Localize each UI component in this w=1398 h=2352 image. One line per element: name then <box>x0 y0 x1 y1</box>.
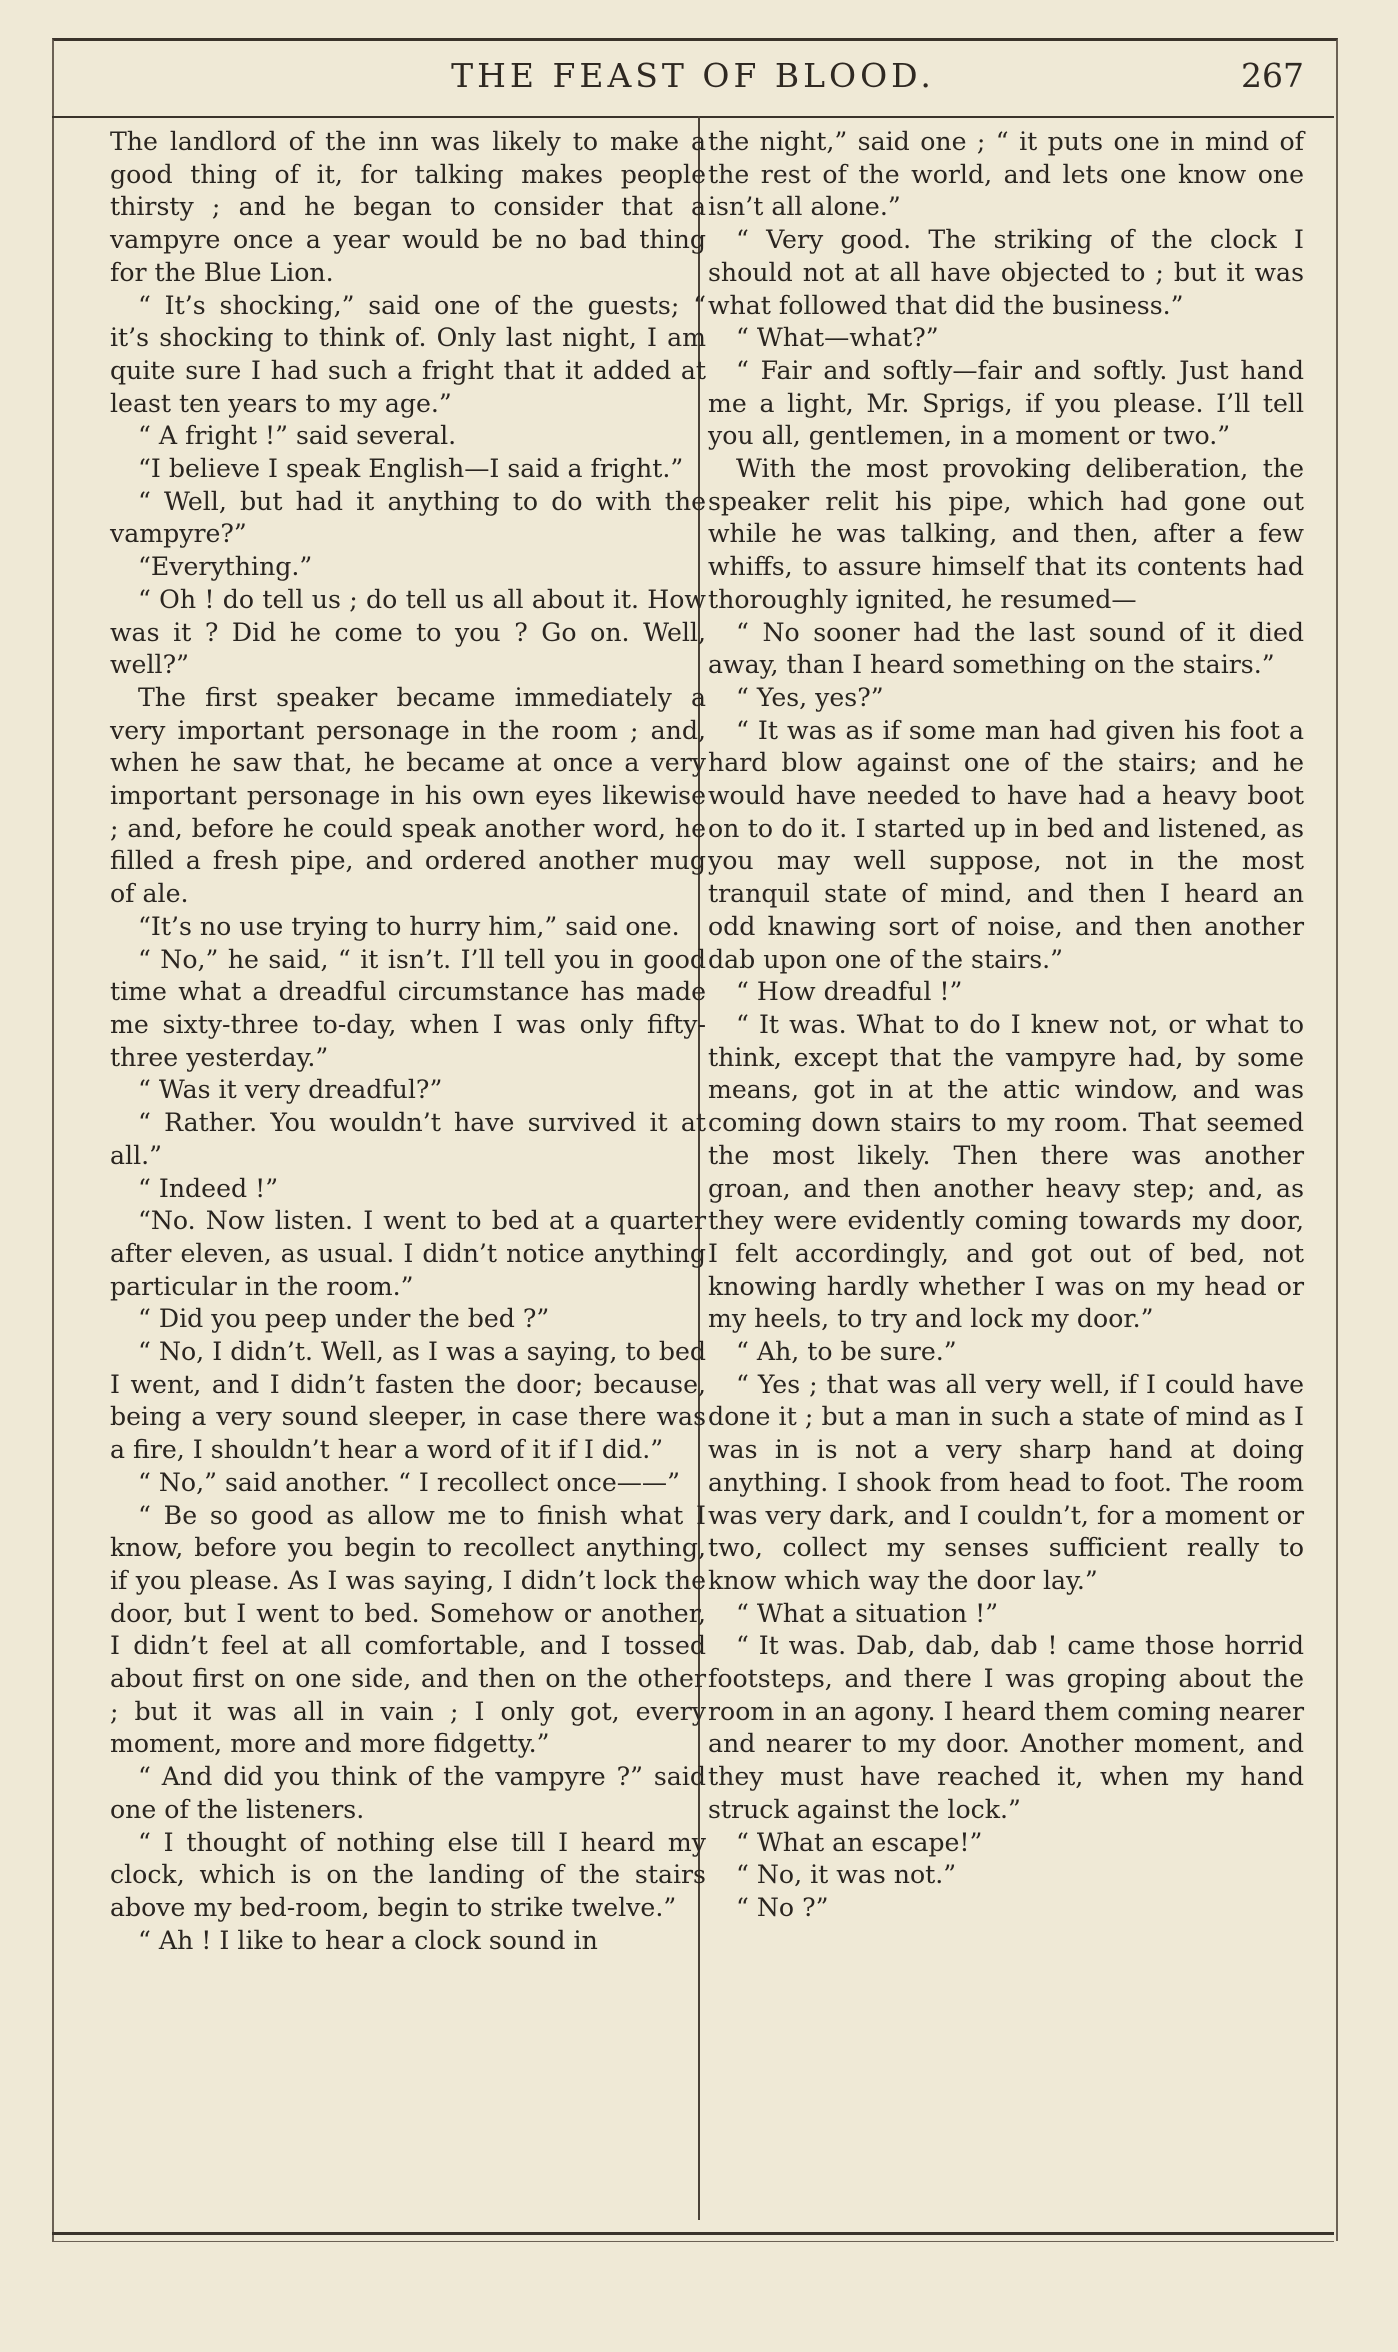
paragraph: “ It was. Dab, dab, dab ! came those horrid footsteps, and there I was groping about the room in an agony. I heard them coming nearer and nearer to my door. Another moment, and they must have reached it, when my hand struck against the lock.” <box>708 1631 1304 1824</box>
paragraph: With the most provoking deliberation, the speaker relit his pipe, which had gone out while he was talking, and then, after a few whiffs, to assure himself that its contents had thoroughly ignited, he resumed— <box>708 454 1304 614</box>
paragraph: “ Oh ! do tell us ; do tell us all about it. How was it ? Did he come to you ? Go on. Well, well?” <box>110 584 706 680</box>
paragraph: “ Yes ; that was all very well, if I could have done it ; but a man in such a state of mind as I was in is not a very sharp hand at doing anything. I shook from head to foot. The room was very dark, and I couldn’t, for a moment or two, collect my senses sufficient really to know which way the door lay.” <box>708 1369 1304 1595</box>
paragraph: “ Be so good as allow me to finish what I know, before you begin to recollect anything, if you please. As I was saying, I didn’t lock the door, but I went to bed. Somehow or another, I didn’t feel at all comfortable, and I tossed about first on one side, and then on the other ; but it was all in vain ; I only got, every moment, more and more fidgetty.” <box>110 1500 706 1759</box>
paragraph: “ No,” he said, “ it isn’t. I’ll tell you in good time what a dreadful circumstance has made me sixty-three to-day, when I was only fifty-three yesterday.” <box>110 944 706 1072</box>
paragraph: “ How dreadful !” <box>736 977 963 1007</box>
paragraph: “ It was. What to do I knew not, or what to think, except that the vampyre had, by some means, got in at the attic window, and was coming down stairs to my room. That seemed the most likely. Then there was another groan, and then another heavy step; and, as they were evidently coming towards my door, I felt accordingly, and got out of bed, not knowing hardly whether I was on my head or my heels, to try and lock my door.” <box>708 1009 1304 1334</box>
paragraph: “No. Now listen. I went to bed at a quarter after eleven, as usual. I didn’t notice anything particular in the room.” <box>110 1206 706 1301</box>
running-head: THE FEAST OF BLOOD. <box>451 56 935 95</box>
paragraph: “ Yes, yes?” <box>736 682 884 712</box>
paragraph: “ Ah, to be sure.” <box>736 1337 957 1367</box>
paragraph: “ Fair and softly—fair and softly. Just hand me a light, Mr. Sprigs, if you please. I’ll tell you all, gentlemen, in a moment or two.” <box>708 355 1304 451</box>
paragraph: “ No ?” <box>736 1892 829 1922</box>
paragraph: “ It was as if some man had given his foot a hard blow against one of the stairs; and he would have needed to have had a heavy boot on to do it. I started up in bed and listened, as you may well suppose, not in the most tranquil state of mind, and then I heard an odd knawing sort of noise, and then another dab upon one of the stairs.” <box>708 715 1304 974</box>
paragraph: “ A fright !” said several. <box>138 421 457 451</box>
paragraph: “ Very good. The striking of the clock I should not at all have objected to ; but it was what followed that did the business.” <box>708 225 1304 320</box>
paragraph: “ No sooner had the last sound of it died away, than I heard something on the stairs.” <box>708 617 1304 680</box>
paragraph: “ Indeed !” <box>138 1173 279 1203</box>
paragraph: “It’s no use trying to hurry him,” said one. <box>138 911 680 941</box>
paragraph: “ Rather. You wouldn’t have survived it at all.” <box>110 1108 706 1170</box>
paragraph: “ I thought of nothing else till I heard my clock, which is on the landing of the stairs above my bed-room, begin to strike twelve.” <box>110 1827 706 1922</box>
bottom-rule <box>52 2232 1334 2235</box>
paragraph: “ And did you think of the vampyre ?” said one of the listeners. <box>110 1762 706 1824</box>
paragraph: “ Did you peep under the bed ?” <box>138 1304 550 1334</box>
right-column <box>708 126 1304 1925</box>
paragraph: “Everything.” <box>138 552 313 582</box>
paragraph: “ No, I didn’t. Well, as I was a saying, to bed I went, and I didn’t fasten the door; because, being a very sound sleeper, in case there was a fire, I shouldn’t hear a word of it if I did.” <box>110 1337 706 1465</box>
page-header <box>52 40 1334 118</box>
paragraph: “ It’s shocking,” said one of the guests; “ it’s shocking to think of. Only last night, I am quite sure I had such a fright that it added at least ten years to my age.” <box>110 290 706 418</box>
paragraph: the night,” said one ; “ it puts one in mind of the rest of the world, and lets one know one isn’t all alone.” <box>708 127 1304 222</box>
paragraph: The landlord of the inn was likely to make a good thing of it, for talking makes people thirsty ; and he began to consider that a vampyre once a year would be no bad thing for the Blue Lion. <box>110 127 706 287</box>
paragraph: “ What a situation !” <box>736 1598 999 1628</box>
paragraph: The first speaker became immediately a very important personage in the room ; and, when he saw that, he became at once a very important personage in his own eyes likewise ; and, before he could speak another word, he filled a fresh pipe, and ordered another mug of ale. <box>110 682 706 909</box>
paragraph: “ Ah ! I like to hear a clock sound in <box>138 1925 598 1955</box>
paragraph: “ Was it very dreadful?” <box>138 1075 443 1105</box>
page-number: 267 <box>1241 56 1304 95</box>
paragraph: “I believe I speak English—I said a fright.” <box>138 454 684 484</box>
left-column <box>110 126 706 1957</box>
paragraph: “ What—what?” <box>736 323 939 353</box>
paragraph: “ Well, but had it anything to do with the vampyre?” <box>110 486 706 549</box>
paragraph: “ What an escape!” <box>736 1827 983 1857</box>
bottom-rule-thin <box>52 2241 1334 2242</box>
paragraph: “ No, it was not.” <box>736 1860 957 1890</box>
paragraph: “ No,” said another. “ I recollect once——” <box>138 1467 680 1497</box>
